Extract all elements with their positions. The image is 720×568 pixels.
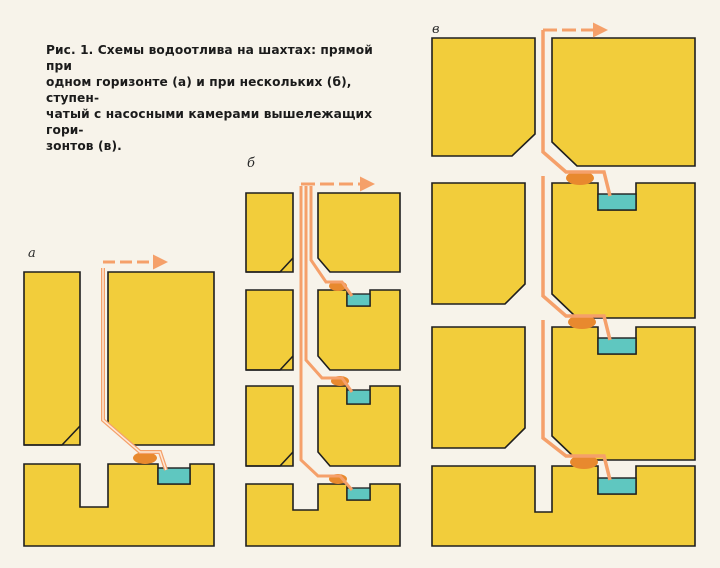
rock-block xyxy=(108,272,214,445)
rock-block xyxy=(246,193,293,272)
rock-block xyxy=(246,290,293,370)
rock-block xyxy=(246,484,400,546)
caption-line: чатый с насосными камерами вышележащих гори- xyxy=(46,107,373,137)
diagram-v xyxy=(432,30,695,546)
caption-line: Рис. 1. Схемы водоотлива на шахтах: прямой при xyxy=(46,43,373,73)
rock-block xyxy=(246,386,293,466)
water-sump xyxy=(598,194,636,210)
water-sump xyxy=(158,468,190,484)
label-b: б xyxy=(247,156,255,171)
rock-block xyxy=(24,272,80,445)
label-a: а xyxy=(28,246,36,261)
rock-block xyxy=(432,466,695,546)
water-sump xyxy=(598,478,636,494)
caption-line: одном горизонте (а) и при нескольких (б), ступен- xyxy=(46,75,352,105)
rock-block xyxy=(318,193,400,272)
water-sump xyxy=(598,338,636,354)
rock-block xyxy=(432,327,525,448)
rock-block xyxy=(432,183,525,304)
rock-block xyxy=(552,38,695,166)
diagram-b xyxy=(246,184,400,546)
diagram-a xyxy=(24,262,214,546)
caption-line: зонтов (в). xyxy=(46,139,122,153)
rock-block xyxy=(432,38,535,156)
label-v: в xyxy=(432,22,440,37)
